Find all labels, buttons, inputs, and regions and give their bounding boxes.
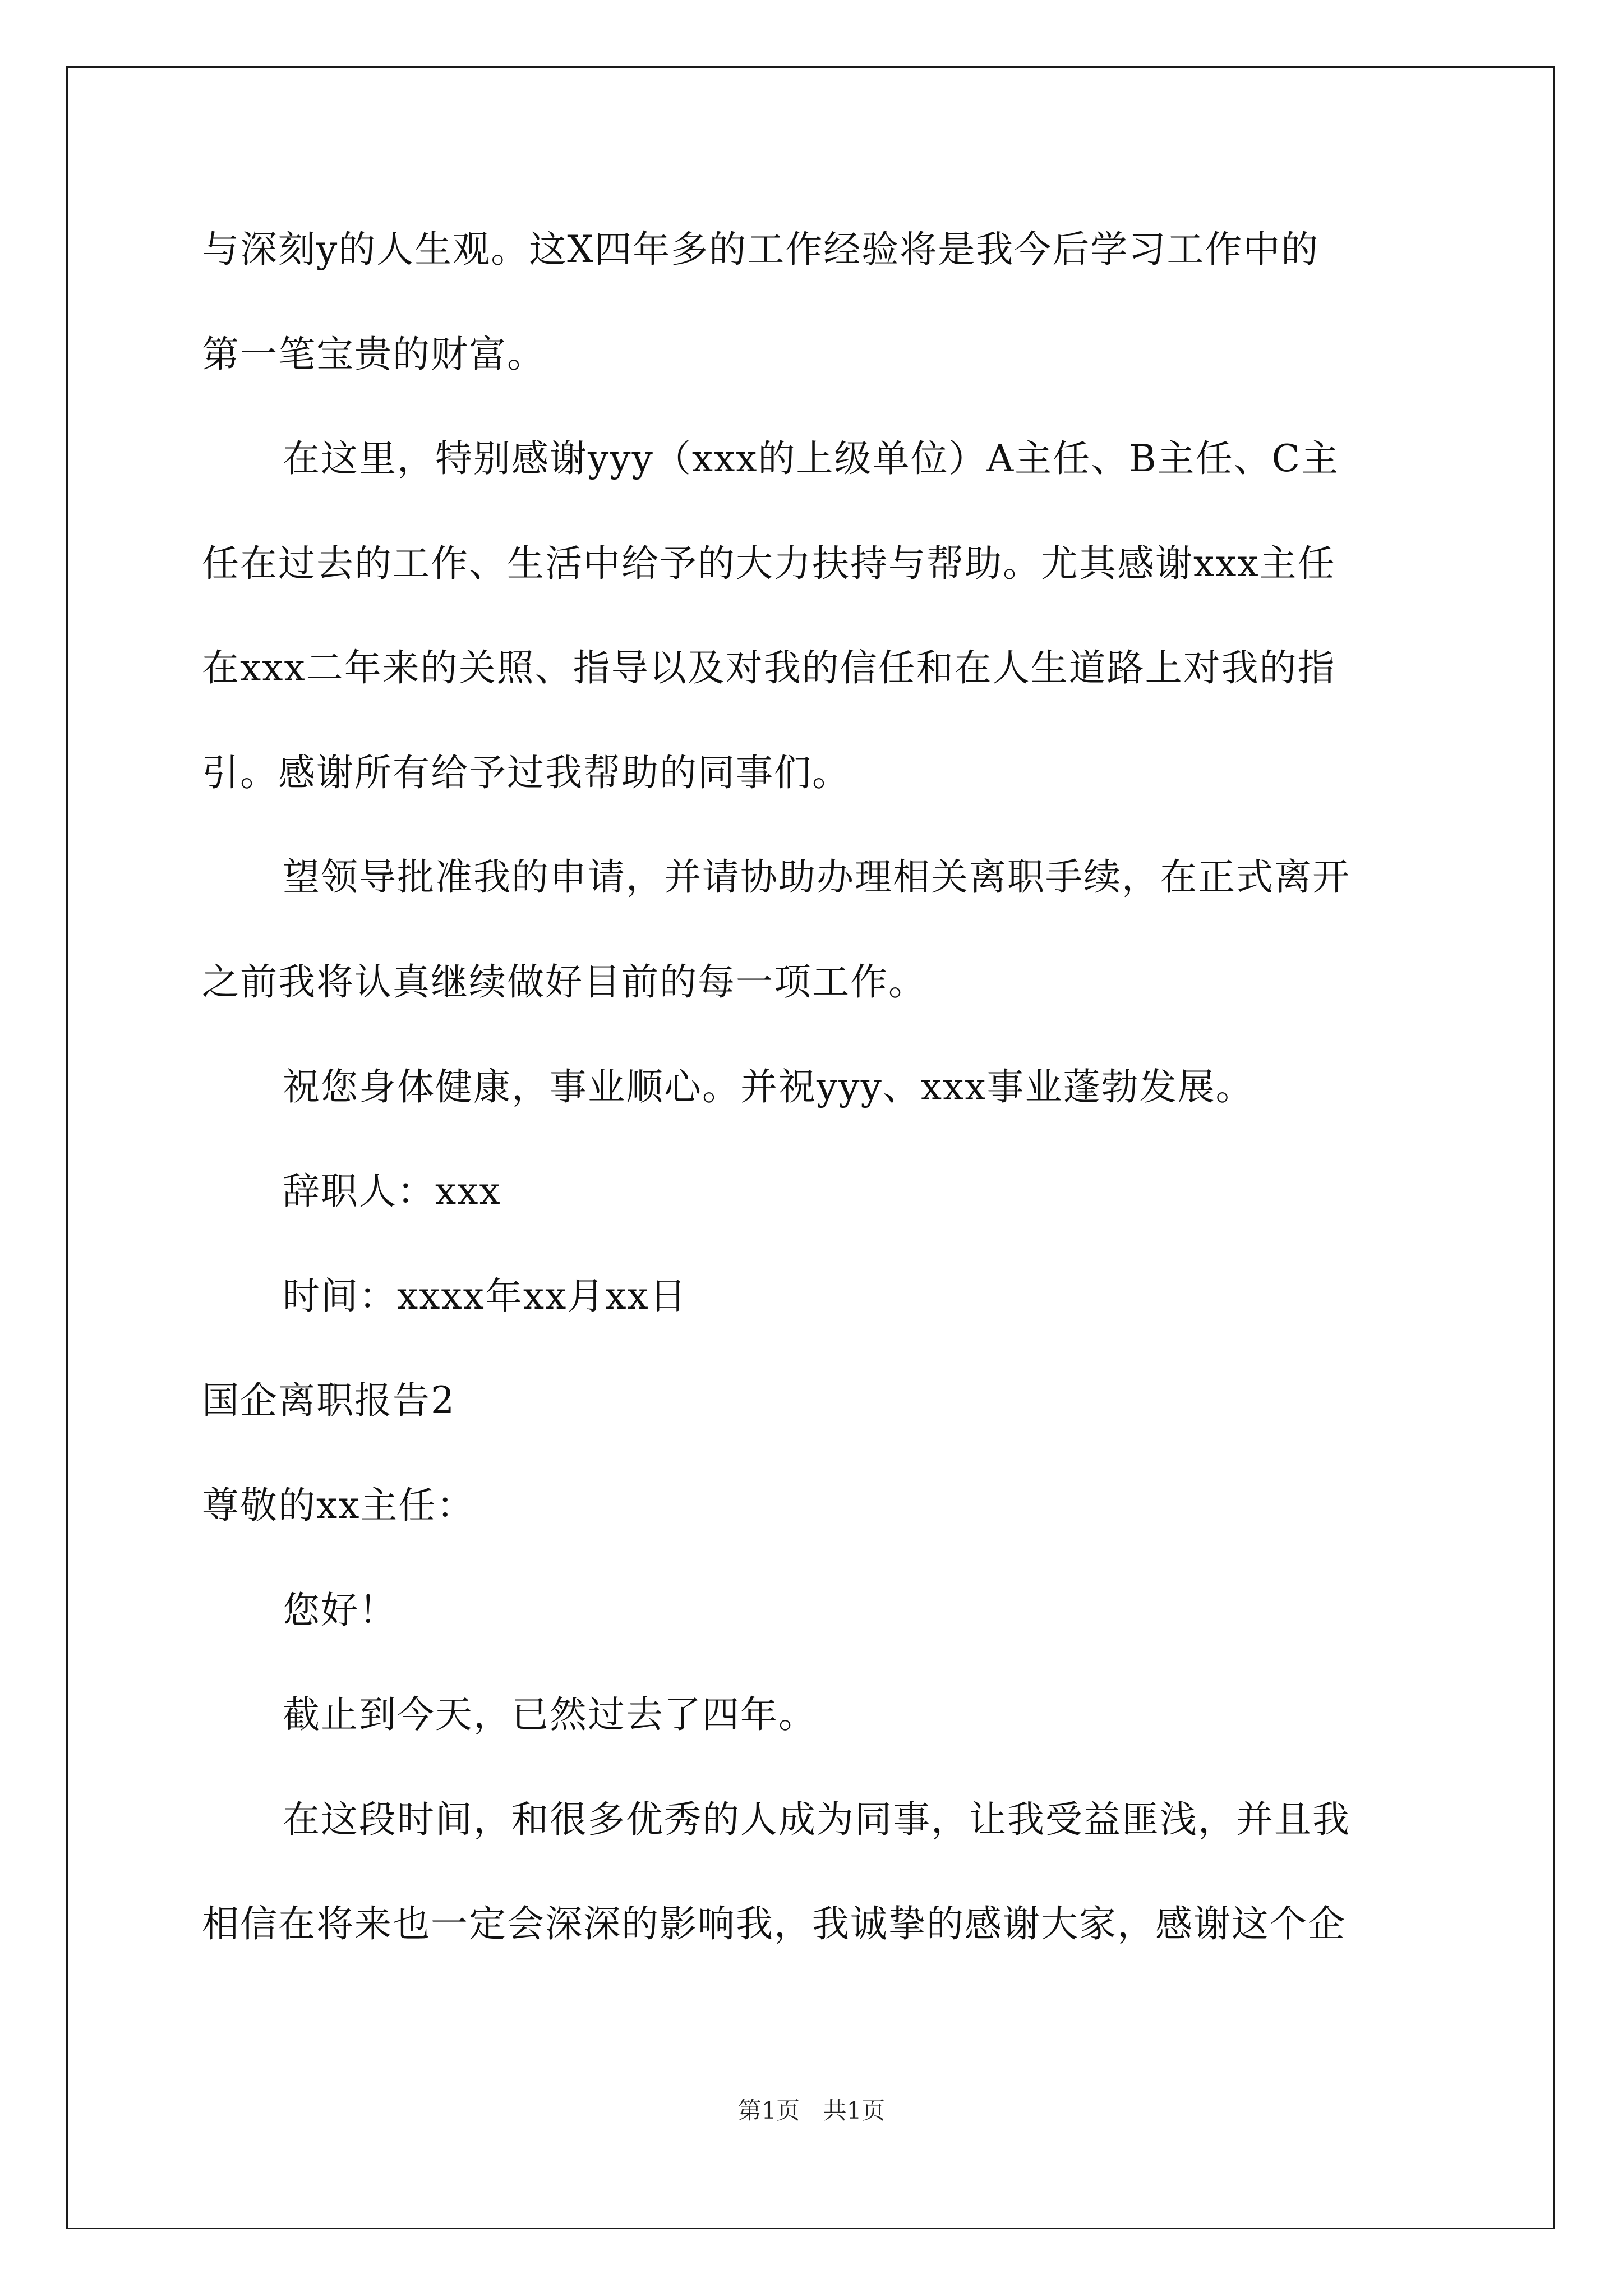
- paragraph-line: 祝您身体健康，事业顺心。并祝yyy、xxx事业蓬勃发展。: [283, 1065, 1254, 1108]
- greeting: 您好！: [283, 1589, 397, 1632]
- section-title: 国企离职报告2: [202, 1379, 455, 1422]
- paragraph-line: 截止到今天，已然过去了四年。: [283, 1693, 817, 1736]
- paragraph-line: 与深刻y的人生观。这X四年多的工作经验将是我今后学习工作中的: [202, 228, 1320, 271]
- signature-line: 辞职人：xxx: [283, 1170, 501, 1213]
- page-number: 第1页: [737, 2097, 800, 2124]
- paragraph-line: 望领导批准我的申请，并请协助办理相关离职手续，在正式离开: [283, 855, 1350, 899]
- paragraph-line: 第一笔宝贵的财富。: [202, 333, 545, 376]
- page-total: 共1页: [823, 2097, 886, 2124]
- paragraph-line: 在这段时间，和很多优秀的人成为同事，让我受益匪浅，并且我: [283, 1798, 1350, 1841]
- page-footer: [0, 2097, 1623, 2125]
- paragraph-line: 之前我将认真继续做好目前的每一项工作。: [202, 960, 926, 1004]
- paragraph-line: 相信在将来也一定会深深的影响我，我诚挚的感谢大家，感谢这个企: [202, 1902, 1346, 1945]
- paragraph-line: 在这里，特别感谢yyy（xxx的上级单位）A主任、B主任、C主: [283, 437, 1340, 480]
- paragraph-line: 任在过去的工作、生活中给予的大力扶持与帮助。尤其感谢xxx主任: [202, 542, 1336, 585]
- paragraph-line: 在xxx二年来的关照、指导以及对我的信任和在人生道路上对我的指: [202, 646, 1336, 689]
- paragraph-line: 引。感谢所有给予过我帮助的同事们。: [202, 751, 850, 794]
- salutation: 尊敬的xx主任：: [202, 1484, 475, 1527]
- date-line: 时间：xxxx年xx月xx日: [283, 1274, 688, 1318]
